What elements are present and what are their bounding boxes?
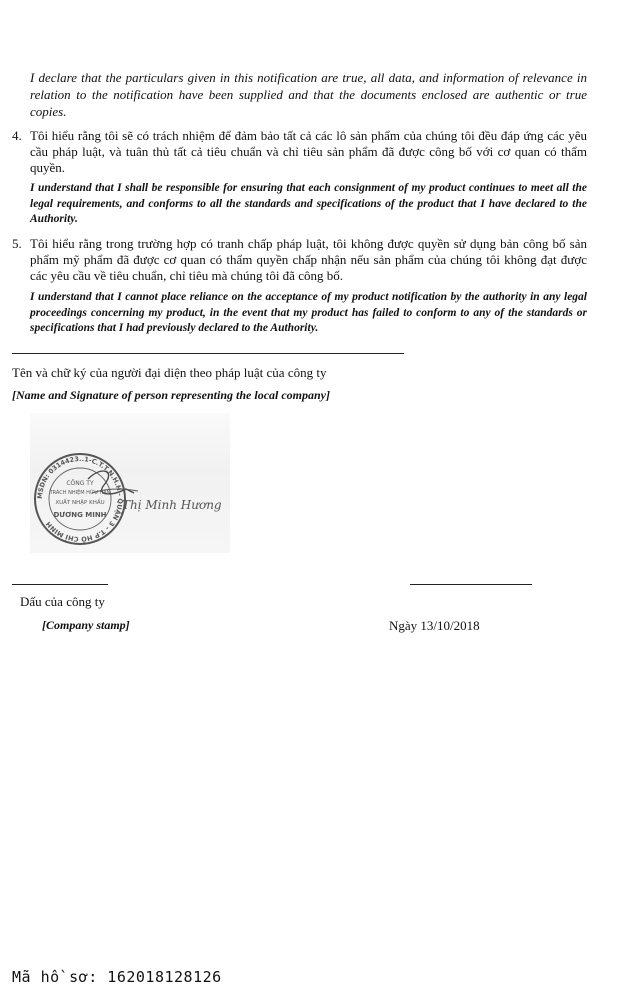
item-5-vietnamese: Tôi hiểu rằng trong trường hợp có tranh chấp pháp luật, tôi không được quyền sử dụng bản công bố sản phẩm mỹ phẩm đã được cơ quan có thẩm quyền chấp nhận nếu sản phẩm của chúng tôi không đạt được các yêu cầu về tiêu chuẩn, chỉ tiêu mà chúng tôi đã công bố. bbox=[30, 236, 587, 283]
item-4-number: 4. bbox=[12, 128, 22, 143]
item-4-english: I understand that I shall be responsible for ensuring that each consignment of my product continues to meet all the legal requirements, and conforms to all the standards and specifications of the product that I have declared to the Authority. bbox=[30, 182, 587, 225]
stamp-signature-image bbox=[30, 413, 230, 553]
svg-text:TRÁCH NHIỆM HỮU HẠN: TRÁCH NHIỆM HỮU HẠN bbox=[49, 490, 111, 496]
company-stamp-label-vi: Dấu của công ty bbox=[20, 594, 105, 609]
item-5-number: 5. bbox=[12, 236, 22, 251]
declaration-text: I declare that the particulars given in this notification are true, all data, and information of relevance in relation to the notification have been supplied and that the documents enclosed are authentic or true copies. bbox=[30, 70, 587, 119]
signature-label-en: [Name and Signature of person representing the local company] bbox=[12, 388, 331, 402]
signature-line bbox=[12, 353, 404, 354]
svg-text:MSDN: 0314423..1-C.T.T.N.H.H -: MSDN: 0314423..1-C.T.T.N.H.H - QUẬN 3 - T.P HỒ CHÍ MINH bbox=[35, 454, 125, 544]
date-text: Ngày 13/10/2018 bbox=[389, 618, 480, 633]
company-stamp-label-en: [Company stamp] bbox=[42, 618, 130, 632]
item-5-english: I understand that I cannot place reliance on the acceptance of my product notification by the authority in any legal proceedings concerning my product, in the event that my product has failed to conform to any of the standards or specifications that I had previously declared to the Authority. bbox=[30, 291, 587, 334]
file-code: Mã hồ sơ: 162018128126 bbox=[12, 968, 222, 986]
handwritten-name: Thị Minh Hương bbox=[122, 498, 222, 512]
item-4-vietnamese: Tôi hiểu rằng tôi sẽ có trách nhiệm để đảm bảo tất cả các lô sản phẩm của chúng tôi đều đáp ứng các yêu cầu pháp luật, và tuân thủ tất cả tiêu chuẩn và chỉ tiêu sản phẩm đã được công bố với cơ quan có thẩm quyền. bbox=[30, 128, 587, 175]
svg-text:CÔNG TY: CÔNG TY bbox=[66, 480, 94, 487]
svg-text:DƯƠNG MINH: DƯƠNG MINH bbox=[53, 511, 107, 519]
date-line bbox=[410, 584, 532, 585]
svg-text:XUẤT NHẬP KHẨU: XUẤT NHẬP KHẨU bbox=[55, 500, 105, 506]
stamp-line bbox=[12, 584, 108, 585]
company-seal-icon bbox=[30, 413, 230, 553]
signature-label-vi: Tên và chữ ký của người đại diện theo pháp luật của công ty bbox=[12, 365, 327, 380]
